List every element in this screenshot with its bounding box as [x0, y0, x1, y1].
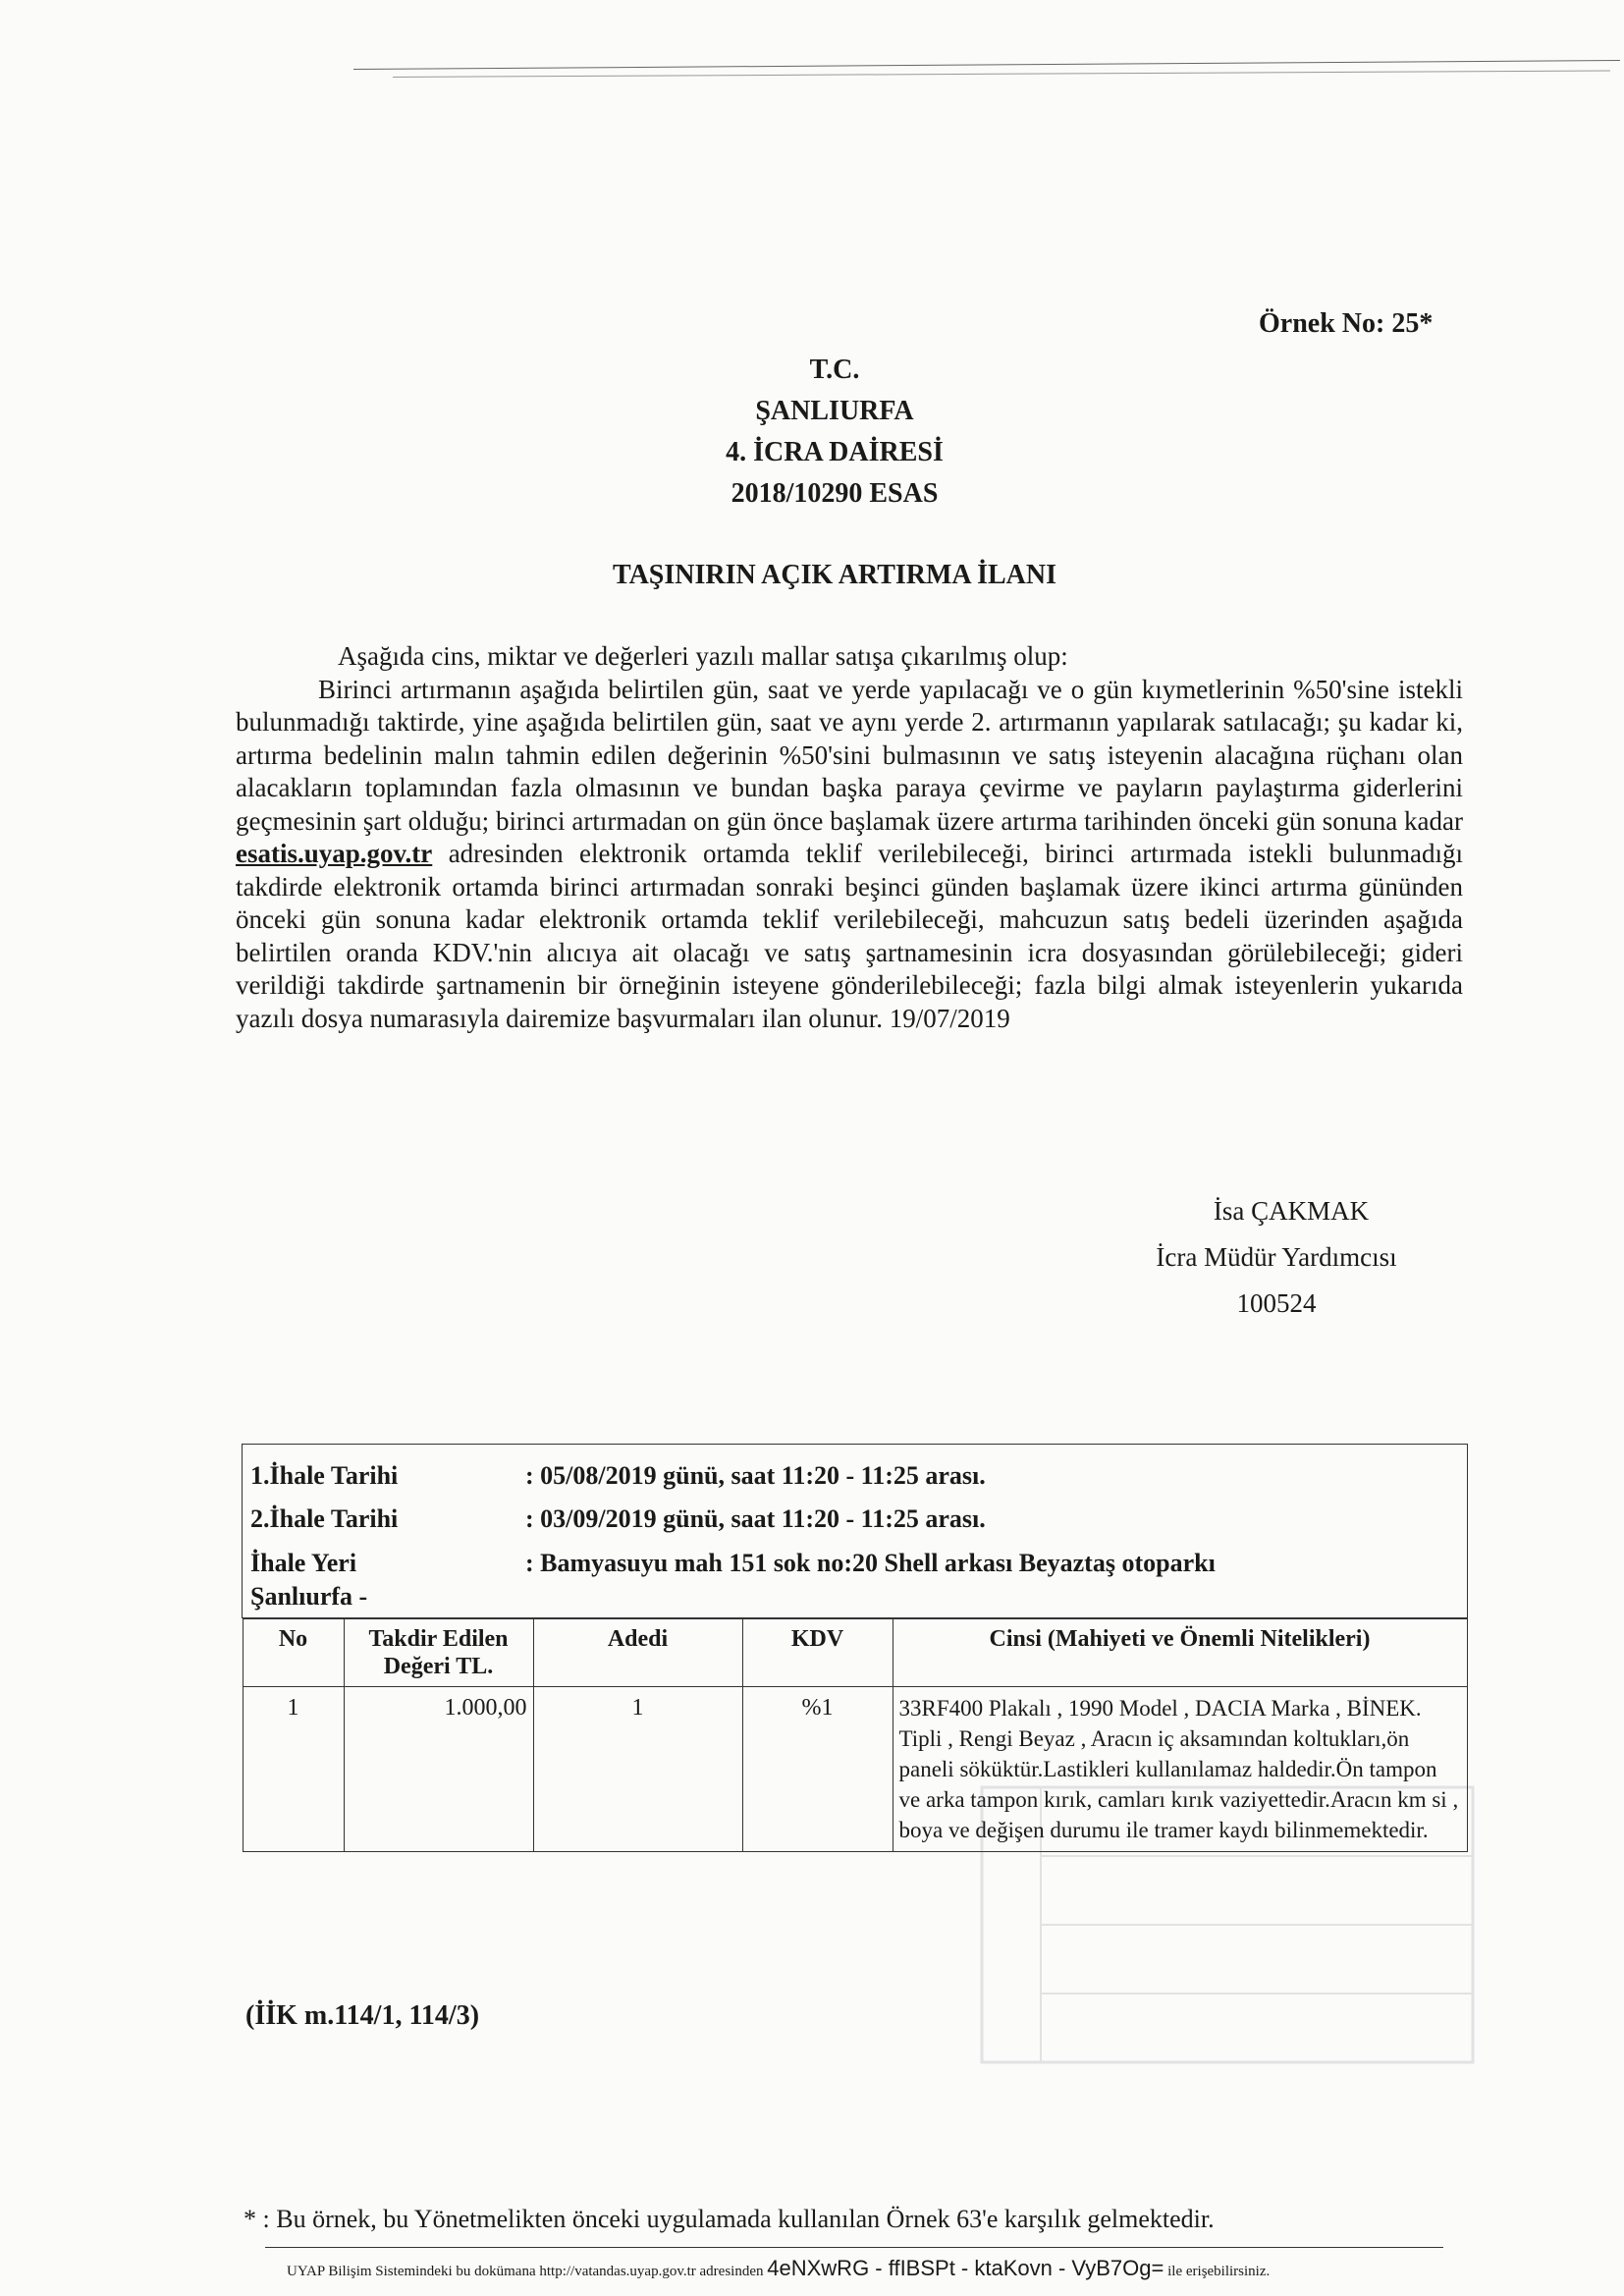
row-description: 33RF400 Plakalı , 1990 Model , DACIA Marka , BİNEK. Tipli , Rengi Beyaz , Aracın iç aksamından koltukları,ön paneli söküktür.Lastikleri kullanılamaz haldedir.Ön tampon ve arka tampon kırık, camları kırık vaziyettedir.Aracın km si , boya ve değişen durumu ile tramer kaydı bilinmemektedir.	[893, 1687, 1467, 1852]
header-count: Adedi	[533, 1619, 742, 1687]
row-no: 1	[243, 1687, 344, 1852]
sale-table	[242, 1444, 1468, 1852]
sale-info-label: 1.İhale Tarihi	[250, 1461, 399, 1490]
sale-info-value: : 05/08/2019 günü, saat 11:20 - 11:25 arası.	[525, 1461, 986, 1490]
sale-info-row	[250, 1454, 1459, 1498]
signer-role: İcra Müdür Yardımcısı	[1156, 1242, 1397, 1272]
body-part-a: Birinci artırmanın aşağıda belirtilen gün, saat ve yerde yapılacağı ve o gün kıymetlerinin %50'sine istekli bulunmadığı taktirde, yine aşağıda belirtilen gün, saat ve aynı yerde 2. artırmanın yapılarak satılacağı; şu kadar ki, artırma bedelinin malın tahmin edilen değerinin %50'sini bulmasının ve satış isteyenin alacağına rüçhanı olan alacakların toplamından fazla olmasının ve bundan başka paraya çevirme ve payların paylaştırma giderlerini geçmesinin şart olduğu; birinci artırmadan on gün önce başlamak üzere artırma tarihinden önceki gün sonuna kadar	[236, 674, 1463, 836]
top-rule-secondary	[393, 71, 1610, 78]
header-no: No	[243, 1619, 344, 1687]
body-intro: Aşağıda cins, miktar ve değerleri yazılı mallar satışa çıkarılmış olup:	[338, 641, 1068, 671]
sale-info-label: 2.İhale Tarihi	[250, 1504, 399, 1533]
header-kdv: KDV	[742, 1619, 893, 1687]
verification-code: 4eNXwRG - ffIBSPt - ktaKovn - VyB7Og=	[767, 2256, 1164, 2280]
row-value: 1.000,00	[344, 1687, 533, 1852]
footer-suffix: ile erişebilirsiniz.	[1167, 2264, 1271, 2279]
header-city: ŞANLIURFA	[755, 396, 914, 426]
signer-number: 100524	[1236, 1288, 1317, 1318]
footer-prefix: UYAP Bilişim Sistemindeki bu dokümana http://vatandas.uyap.gov.tr adresinden	[287, 2264, 764, 2279]
header-office: 4. İCRA DAİRESİ	[726, 437, 944, 467]
signer-name: İsa ÇAKMAK	[1213, 1196, 1370, 1226]
sample-number: Örnek No: 25*	[1259, 308, 1434, 339]
document-header	[442, 350, 1227, 515]
sale-info-label: Şanlıurfa -	[250, 1582, 368, 1611]
announcement-body	[236, 640, 1463, 1035]
body-main-paragraph	[236, 674, 1463, 1036]
sale-info-value: : 03/09/2019 günü, saat 11:20 - 11:25 arası.	[525, 1504, 986, 1533]
footer-verification	[287, 2256, 1270, 2281]
sale-info-row	[250, 1547, 1459, 1580]
items-cell	[243, 1618, 1468, 1853]
row-count: 1	[533, 1687, 742, 1852]
esatis-link[interactable]: esatis.uyap.gov.tr	[236, 839, 433, 868]
row-kdv: %1	[742, 1687, 893, 1852]
header-description: Cinsi (Mahiyeti ve Önemli Nitelikleri)	[893, 1619, 1467, 1687]
header-tc: T.C.	[809, 355, 860, 385]
body-part-b: adresinden elektronik ortamda teklif verilebileceği, birinci artırmada istekli bulunmadığı takdirde elektronik ortamda birinci artırmadan sonraki beşinci günden başlamak üzere ikinci artırma gününden önceki gün sonuna kadar elektronik ortamda teklif verilebileceği, mahcuzun satış bedeli üzerinden aşağıda belirtilen oranda KDV.'nin alıcıya ait olacağı ve satış şartnamesinin icra dosyasından görülebileceği; gideri verildiği takdirde şartnamenin bir örneğinin isteyene gönderilebileceği; fazla bilgi almak isteyenlerin yukarıda yazılı dosya numarasıyla dairemize başvurmaları ilan olunur. 19/07/2019	[236, 839, 1463, 1033]
document-title: TAŞINIRIN AÇIK ARTIRMA İLANI	[612, 560, 1057, 590]
items-header-row	[243, 1619, 1467, 1687]
law-reference: (İİK m.114/1, 114/3)	[245, 2000, 480, 2031]
footnote: * : Bu örnek, bu Yönetmelikten önceki uygulamada kullanılan Örnek 63'e karşılık gelmektedir.	[244, 2205, 1215, 2233]
items-table	[243, 1618, 1468, 1852]
sale-info-row	[250, 1498, 1459, 1541]
header-case-number: 2018/10290 ESAS	[731, 478, 939, 509]
sale-info-cell	[243, 1445, 1468, 1618]
sale-info-value	[525, 1580, 1459, 1613]
sale-info-row	[250, 1580, 1459, 1613]
sale-info-value: : Bamyasuyu mah 151 sok no:20 Shell arkası Beyaztaş otoparkı	[525, 1549, 1216, 1577]
signature-block	[1129, 1188, 1424, 1327]
footer-rule	[265, 2247, 1443, 2248]
table-row	[243, 1687, 1467, 1852]
header-value: Takdir Edilen Değeri TL.	[344, 1619, 533, 1687]
sale-info-label: İhale Yeri	[250, 1549, 357, 1577]
top-rule	[353, 60, 1620, 70]
